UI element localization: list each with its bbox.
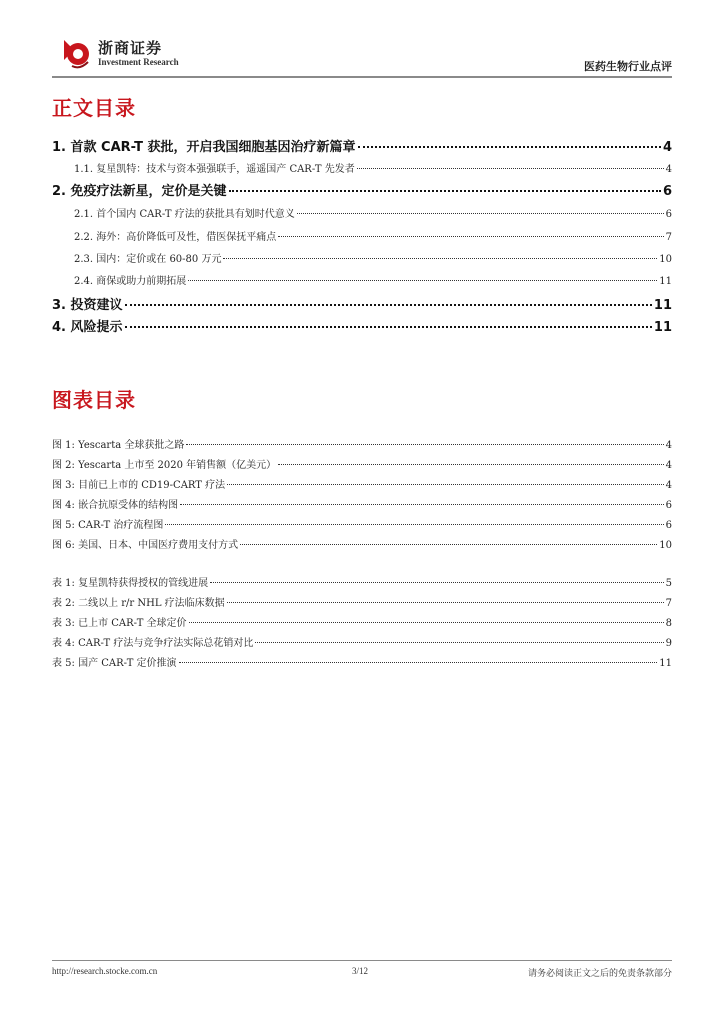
table-entry-label: 表 4: CAR-T 疗法与竞争疗法实际总花销对比 <box>52 638 254 649</box>
toc-entry-label: 2. 免疫疗法新星，定价是关键 <box>52 184 227 199</box>
figure-entry-label: 图 1: Yescarta 全球获批之路 <box>52 440 185 451</box>
footer-url-link[interactable]: http://research.stocke.com.cn <box>52 966 158 976</box>
leader-dots <box>210 582 664 583</box>
leader-dots <box>223 258 657 259</box>
leader-dots <box>189 622 664 623</box>
zheshang-logo-icon <box>58 36 92 70</box>
toc-entry-page: 11 <box>659 276 672 287</box>
toc-entry-page: 6 <box>665 209 672 220</box>
toc-entry[interactable] <box>52 136 672 155</box>
leader-dots <box>179 662 658 663</box>
report-type-label: 医药生物行业点评 <box>584 60 672 73</box>
table-entry-page: 8 <box>665 618 672 629</box>
table-entry-page: 11 <box>659 658 672 669</box>
company-name-cn: 浙商证券 <box>98 39 163 57</box>
figure-entry[interactable] <box>52 476 672 491</box>
toc-entry-page: 4 <box>665 164 672 175</box>
figure-entry-page: 4 <box>665 460 672 471</box>
leader-dots <box>358 146 661 148</box>
toc-entry-label: 2.3. 国内：定价或在 60-80 万元 <box>74 254 222 265</box>
figure-entry[interactable] <box>52 536 672 551</box>
figure-entry-page: 4 <box>665 480 672 491</box>
figure-entry-page: 6 <box>665 520 672 531</box>
company-name-en: Investment Research <box>98 57 179 67</box>
toc-entry-label: 1. 首款 CAR-T 获批，开启我国细胞基因治疗新篇章 <box>52 140 356 155</box>
toc-entry-page: 11 <box>653 298 672 313</box>
leader-dots <box>297 213 664 214</box>
toc-entry-page: 7 <box>665 232 672 243</box>
table-entry-label: 表 2: 二线以上 r/r NHL 疗法临床数据 <box>52 598 225 609</box>
leader-dots <box>278 464 663 465</box>
header-divider <box>52 76 672 78</box>
toc-entry-label: 1.1. 复星凯特：技术与资本强强联手，遥遥国产 CAR-T 先发者 <box>74 164 355 175</box>
table-entry[interactable] <box>52 634 672 649</box>
toc-entry-page: 4 <box>662 140 672 155</box>
figure-entry-page: 10 <box>659 540 672 551</box>
toc-entry-page: 10 <box>659 254 672 265</box>
leader-dots <box>186 444 663 445</box>
figure-entry-label: 图 2: Yescarta 上市至 2020 年销售额（亿美元） <box>52 460 277 471</box>
leader-dots <box>227 484 664 485</box>
figure-entry[interactable] <box>52 436 672 451</box>
leader-dots <box>188 280 657 281</box>
leader-dots <box>240 544 657 545</box>
footer-divider <box>52 960 672 961</box>
table-entry-label: 表 5: 国产 CAR-T 定价推演 <box>52 658 177 669</box>
leader-dots <box>227 602 664 603</box>
toc-entry[interactable] <box>52 180 672 199</box>
leader-dots <box>229 190 661 192</box>
page-number: 3/12 <box>352 966 369 976</box>
table-entry-page: 9 <box>665 638 672 649</box>
toc-entry[interactable] <box>52 205 672 220</box>
table-entry-page: 7 <box>665 598 672 609</box>
toc-entry-label: 2.1. 首个国内 CAR-T 疗法的获批具有划时代意义 <box>74 209 295 220</box>
figure-entry[interactable] <box>52 496 672 511</box>
toc-entry[interactable] <box>52 316 672 335</box>
toc-entry-label: 2.2. 海外：高价降低可及性，借医保抚平痛点 <box>74 232 277 243</box>
leader-dots <box>357 168 664 169</box>
toc-entry-label: 2.4. 商保或助力前期拓展 <box>74 276 187 287</box>
figure-entry[interactable] <box>52 456 672 471</box>
toc-entry-label: 3. 投资建议 <box>52 298 123 313</box>
figure-entry-page: 6 <box>665 500 672 511</box>
toc-entry[interactable] <box>52 294 672 313</box>
toc-entry[interactable] <box>52 272 672 287</box>
leader-dots <box>125 326 652 328</box>
toc-entry-label: 4. 风险提示 <box>52 320 123 335</box>
toc-entry[interactable] <box>52 250 672 265</box>
table-entry-label: 表 3: 已上市 CAR-T 全球定价 <box>52 618 187 629</box>
figure-entry-label: 图 4: 嵌合抗原受体的结构图 <box>52 500 179 511</box>
toc-entry-page: 6 <box>662 184 672 199</box>
figure-entry-page: 4 <box>665 440 672 451</box>
footer-disclaimer: 请务必阅读正文之后的免责条款部分 <box>527 969 672 979</box>
leader-dots <box>255 642 663 643</box>
table-entry-label: 表 1: 复星凯特获得授权的管线进展 <box>52 578 209 589</box>
figure-entry-label: 图 5: CAR-T 治疗流程图 <box>52 520 164 531</box>
leader-dots <box>278 236 663 237</box>
leader-dots <box>125 304 652 306</box>
table-entry[interactable] <box>52 654 672 669</box>
figure-entry-label: 图 3: 目前已上市的 CD19-CART 疗法 <box>52 480 226 491</box>
figures-title: 图表目录 <box>52 388 136 412</box>
toc-entry[interactable] <box>52 160 672 175</box>
leader-dots <box>165 524 663 525</box>
table-entry[interactable] <box>52 614 672 629</box>
table-entry[interactable] <box>52 574 672 589</box>
toc-entry-page: 11 <box>653 320 672 335</box>
toc-entry[interactable] <box>52 228 672 243</box>
toc-title: 正文目录 <box>52 96 136 120</box>
leader-dots <box>180 504 664 505</box>
table-entry-page: 5 <box>665 578 672 589</box>
table-entry[interactable] <box>52 594 672 609</box>
figure-entry[interactable] <box>52 516 672 531</box>
figure-entry-label: 图 6: 美国、日本、中国医疗费用支付方式 <box>52 540 239 551</box>
page-header <box>52 30 672 76</box>
